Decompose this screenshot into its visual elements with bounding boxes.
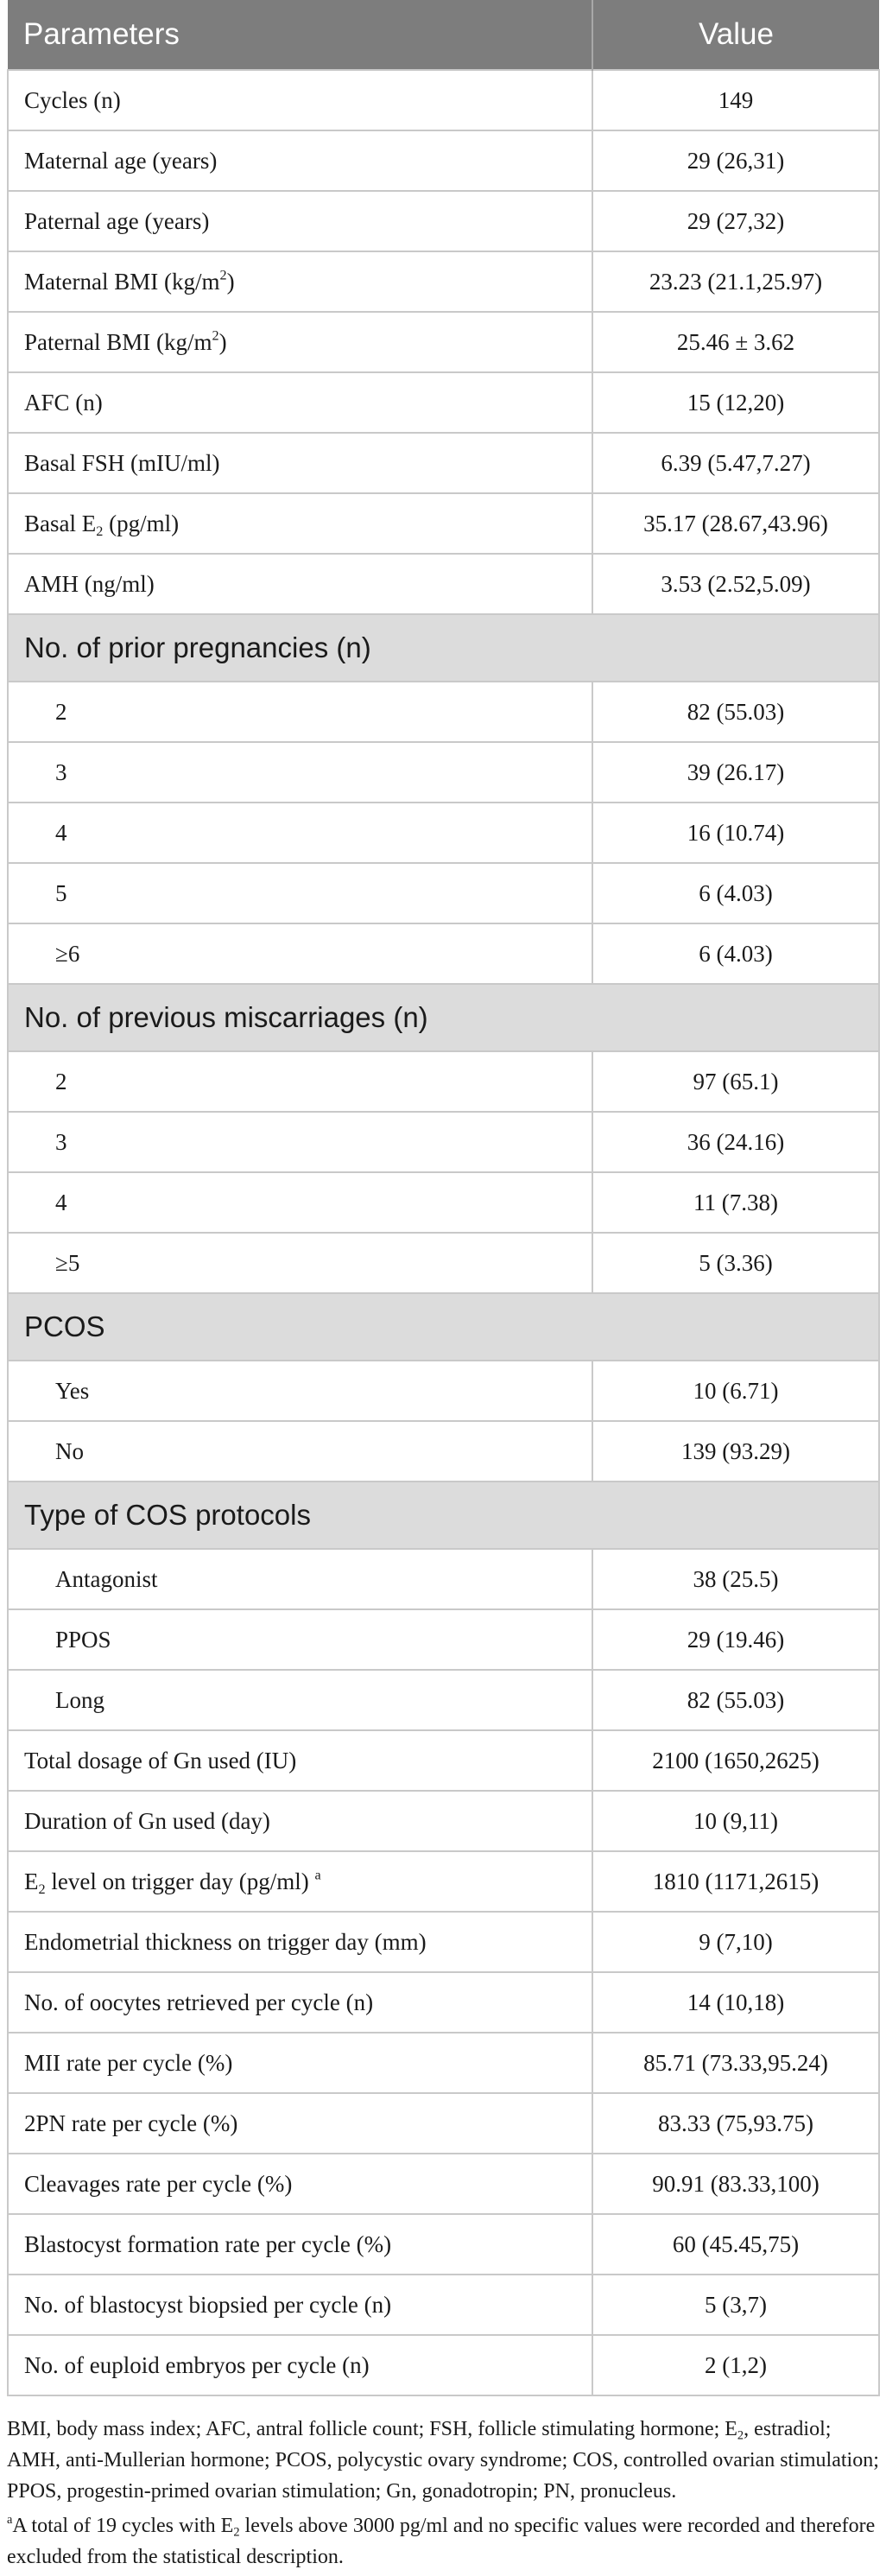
group-header-row [8,1482,879,1549]
table-row [8,2033,879,2093]
parameter-cell: No [8,1421,592,1482]
parameter-cell: ≥5 [8,1233,592,1293]
value-cell: 85.71 (73.33,95.24) [592,2033,879,2093]
value-cell: 6 (4.03) [592,863,879,923]
table-row [8,1609,879,1670]
table-row [8,742,879,803]
parameter-cell: Basal FSH (mIU/ml) [8,433,592,493]
value-cell: 23.23 (21.1,25.97) [592,251,879,312]
group-label: PCOS [8,1293,879,1361]
value-cell: 82 (55.03) [592,682,879,742]
value-cell: 11 (7.38) [592,1172,879,1233]
parameters-table [7,0,880,2396]
parameter-cell: Basal $E_2$ (pg/ml) [8,493,592,554]
table-row [8,433,879,493]
parameter-cell: ≥6 [8,923,592,984]
table-header-row [8,0,879,70]
parameter-cell: MII rate per cycle (%) [8,2033,592,2093]
parameter-cell: Duration of Gn used (day) [8,1791,592,1851]
table-row [8,372,879,433]
value-cell: 36 (24.16) [592,1112,879,1172]
table-row [8,554,879,614]
value-cell: 5 (3,7) [592,2275,879,2335]
parameters-header: Parameters [8,0,592,70]
group-header-row [8,984,879,1051]
value-cell: 2 (1,2) [592,2335,879,2395]
group-header-row [8,1293,879,1361]
table-container [7,0,880,2576]
table-row [8,863,879,923]
value-cell: 60 (45.45,75) [592,2214,879,2275]
value-cell: 38 (25.5) [592,1549,879,1609]
table-row [8,130,879,191]
parameter-cell: 2 [8,1051,592,1112]
table-row [8,251,879,312]
table-row [8,2275,879,2335]
table-row [8,1051,879,1112]
parameter-cell: 3 [8,742,592,803]
value-cell: 90.91 (83.33,100) [592,2154,879,2214]
table-row [8,312,879,372]
value-cell: 39 (26.17) [592,742,879,803]
value-cell: 29 (27,32) [592,191,879,251]
group-label: No. of prior pregnancies (n) [8,614,879,682]
table-row [8,2093,879,2154]
parameter-cell: 5 [8,863,592,923]
value-cell: 16 (10.74) [592,803,879,863]
parameter-cell: AFC (n) [8,372,592,433]
parameter-cell: Blastocyst formation rate per cycle (%) [8,2214,592,2275]
value-cell: 1810 (1171,2615) [592,1851,879,1912]
abbreviations-note: BMI, body mass index; AFC, antral follicle count; FSH, follicle stimulating hormone; $E_2$, estradiol; AMH, anti-Mullerian hormone; PCOS, polycystic ovary syndrome; COS, controlled ovarian stimulation; PPOS, progestin-primed ovarian stimulation; Gn, gonadotropin; PN, pronucleus. [7,2418,879,2503]
value-cell: 5 (3.36) [592,1233,879,1293]
table-row [8,923,879,984]
table-row [8,682,879,742]
parameter-cell: Total dosage of Gn used (IU) [8,1730,592,1791]
table-row [8,1172,879,1233]
parameter-cell: Maternal BMI $(kg/m^2)$ [8,251,592,312]
table-row [8,1112,879,1172]
table-row [8,70,879,130]
parameter-cell: Paternal BMI $(kg/m^2)$ [8,312,592,372]
table-row [8,493,879,554]
value-header: Value [592,0,879,70]
value-cell: 14 (10,18) [592,1972,879,2033]
value-cell: 6.39 (5.47,7.27) [592,433,879,493]
value-cell: 10 (6.71) [592,1361,879,1421]
table-row [8,1670,879,1730]
value-cell: 35.17 (28.67,43.96) [592,493,879,554]
parameter-cell: Yes [8,1361,592,1421]
parameter-cell: $E_2$ level on trigger day (pg/ml) $^a$ [8,1851,592,1912]
parameter-cell: Cycles (n) [8,70,592,130]
table-row [8,1791,879,1851]
value-cell: 15 (12,20) [592,372,879,433]
parameter-cell: Paternal age (years) [8,191,592,251]
table-row [8,1912,879,1972]
table-row [8,1549,879,1609]
value-cell: 83.33 (75,93.75) [592,2093,879,2154]
parameter-cell: Long [8,1670,592,1730]
value-cell: 2100 (1650,2625) [592,1730,879,1791]
parameter-cell: PPOS [8,1609,592,1670]
table-row [8,2335,879,2395]
table-row [8,2214,879,2275]
table-row [8,191,879,251]
value-cell: 149 [592,70,879,130]
parameter-cell: AMH (ng/ml) [8,554,592,614]
value-cell: 29 (19.46) [592,1609,879,1670]
value-cell: 6 (4.03) [592,923,879,984]
group-label: No. of previous miscarriages (n) [8,984,879,1051]
parameter-cell: Maternal age (years) [8,130,592,191]
parameter-cell: Endometrial thickness on trigger day (mm) [8,1912,592,1972]
parameter-cell: 4 [8,1172,592,1233]
value-cell: 29 (26,31) [592,130,879,191]
value-cell: 25.46 ± 3.62 [592,312,879,372]
parameter-cell: Antagonist [8,1549,592,1609]
table-row [8,2154,879,2214]
parameter-cell: No. of blastocyst biopsied per cycle (n) [8,2275,592,2335]
value-cell: 9 (7,10) [592,1912,879,1972]
value-cell: 10 (9,11) [592,1791,879,1851]
group-label: Type of COS protocols [8,1482,879,1549]
table-body [8,70,879,2395]
value-cell: 3.53 (2.52,5.09) [592,554,879,614]
group-header-row [8,614,879,682]
parameter-cell: 4 [8,803,592,863]
parameter-cell: No. of oocytes retrieved per cycle (n) [8,1972,592,2033]
value-cell: 82 (55.03) [592,1670,879,1730]
table-row [8,1421,879,1482]
footnote-a: $^a$A total of 19 cycles with $E_2$ levels above 3000 pg/ml and no specific values were recorded and therefore excluded from the statistical description. [7,2512,876,2568]
table-row [8,1851,879,1912]
parameter-cell: 3 [8,1112,592,1172]
value-cell: 139 (93.29) [592,1421,879,1482]
parameter-cell: 2PN rate per cycle (%) [8,2093,592,2154]
table-row [8,1972,879,2033]
table-row [8,1233,879,1293]
table-row [8,1361,879,1421]
parameter-cell: No. of euploid embryos per cycle (n) [8,2335,592,2395]
table-row [8,1730,879,1791]
parameter-cell: Cleavages rate per cycle (%) [8,2154,592,2214]
table-footnotes [7,2414,880,2573]
table-row [8,803,879,863]
value-cell: 97 (65.1) [592,1051,879,1112]
parameter-cell: 2 [8,682,592,742]
